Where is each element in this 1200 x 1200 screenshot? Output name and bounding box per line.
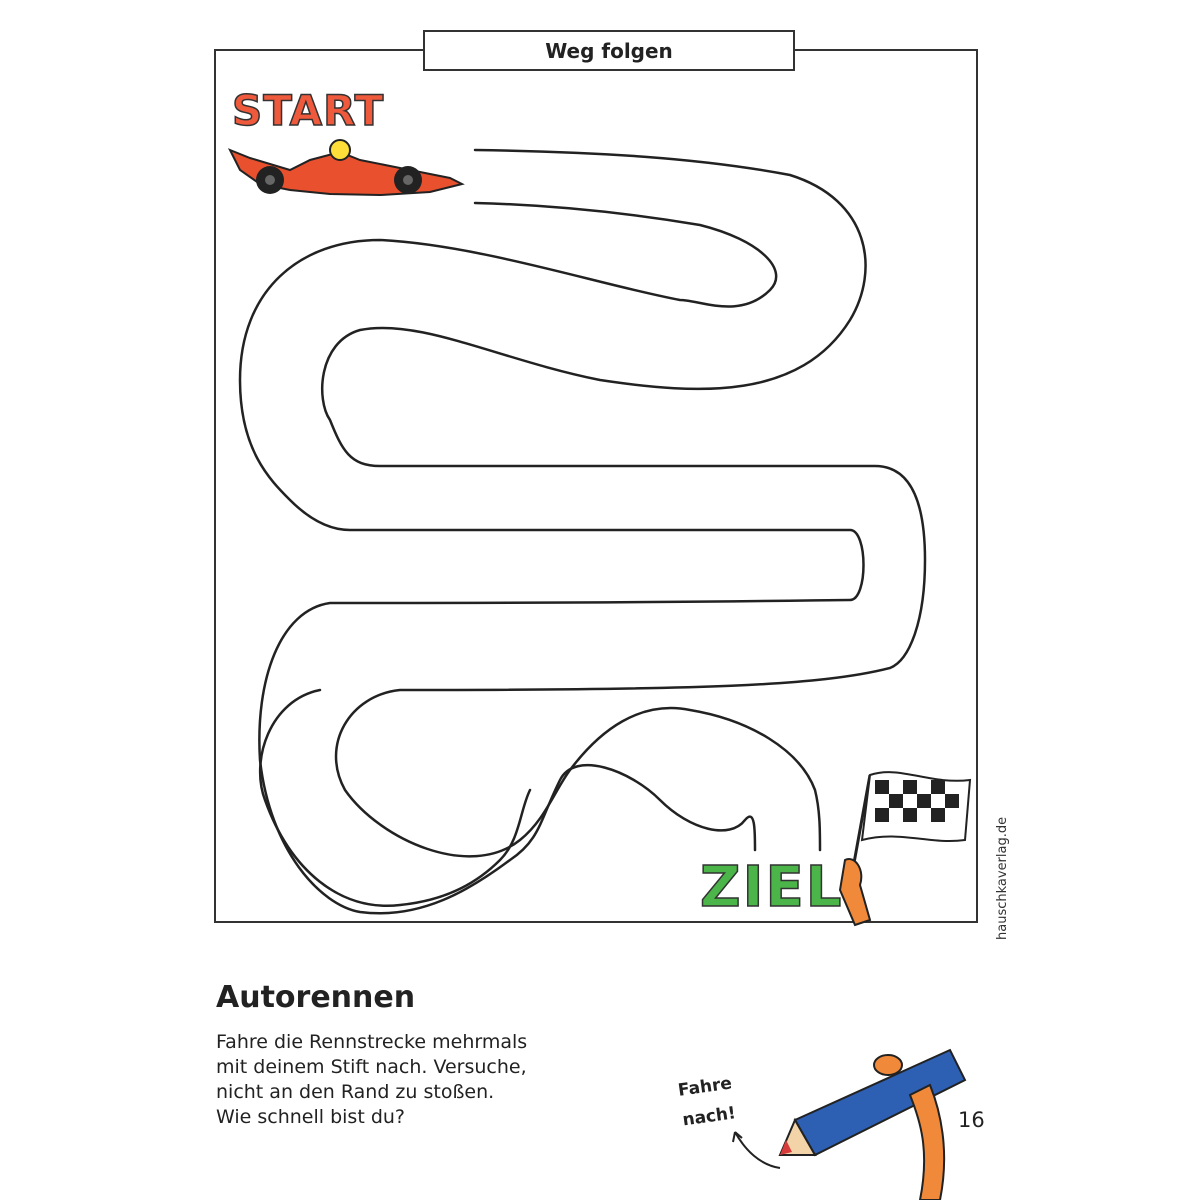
page-number: 16 (958, 1108, 985, 1132)
instruction-line: Wie schnell bist du? (216, 1106, 406, 1128)
callout-line: nach! (681, 1103, 738, 1131)
callout-text (676, 1069, 738, 1136)
publisher-url: hauschkaverlag.de (995, 816, 1010, 940)
pencil-icon (780, 1050, 965, 1200)
instruction-line: nicht an den Rand zu stoßen. (216, 1081, 495, 1103)
exercise-title: Autorennen (216, 980, 416, 1015)
callout-line: Fahre (676, 1073, 734, 1101)
instruction-line: Fahre die Rennstrecke mehrmals (216, 1031, 528, 1053)
start-label: START (232, 86, 385, 135)
finish-label: ZIEL (700, 855, 844, 920)
arrow-icon (733, 1132, 780, 1168)
header-title: Weg folgen (545, 38, 673, 63)
track-outer-edge (322, 150, 925, 856)
exercise-instructions (216, 1030, 527, 1130)
race-car-icon (230, 140, 462, 195)
checkered-flag-icon (840, 772, 970, 925)
track-inner-edge (240, 203, 864, 913)
instruction-line: mit deinem Stift nach. Versuche, (216, 1056, 527, 1078)
